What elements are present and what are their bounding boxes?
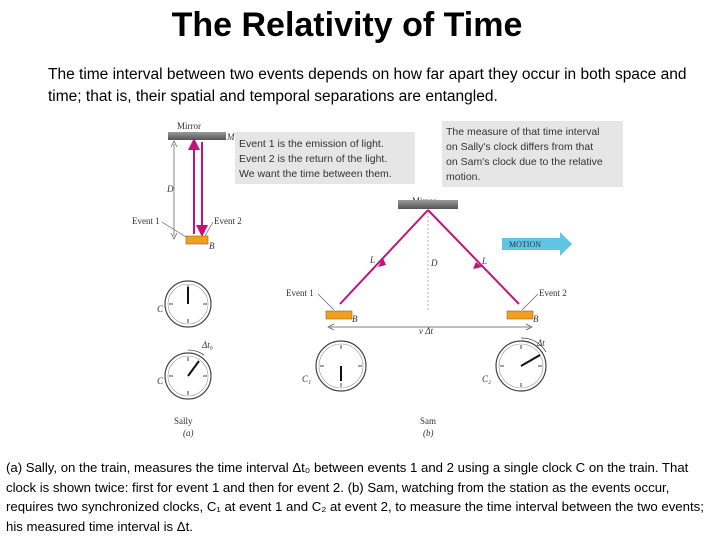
note-box-right (442, 121, 623, 187)
clock-label-a: C (157, 304, 164, 314)
event2-label-b: Event 2 (539, 288, 567, 298)
light-path-up (340, 210, 428, 304)
panel-label-b: (b) (423, 428, 434, 438)
clock2-label: C₂ (482, 374, 492, 384)
note-right-text: The measure of that time interval on Sally's clock differs from that on Sam's clock due to the relative motion. (446, 126, 603, 183)
sally-frame (132, 121, 242, 438)
source-letter-b-left: B (352, 314, 358, 324)
clock1-label: C₁ (302, 374, 312, 384)
sally-clock-event2 (165, 350, 211, 399)
light-source-a (186, 236, 208, 244)
time-dilation-diagram (120, 114, 640, 444)
event1-label-b: Event 1 (286, 288, 314, 298)
sam-frame (286, 196, 572, 438)
sally-clock-event1 (165, 281, 211, 327)
figure-caption: (a) Sally, on the train, measures the time interval Δt₀ between events 1 and 2 using a single clock C on the train. That clock is shown twice: first for event 1 and then for event 2. (b) Sam, watching from the station as the events occur, requires two synchronized clocks, C₁ at event 1 and C₂ at event 2, to measure the time interval between the two events; his measured time interval is Δt. (6, 460, 704, 534)
event1-label-a: Event 1 (132, 216, 160, 226)
source-letter-a: B (209, 241, 215, 251)
event2-label-a: Event 2 (214, 216, 242, 226)
light-source-b-right (507, 311, 533, 319)
path-label-left: L (370, 255, 376, 265)
person-label-sam: Sam (420, 416, 437, 426)
panel-label-a: (a) (183, 428, 194, 438)
mirror-a (168, 132, 226, 140)
event2-pointer-a (205, 222, 213, 236)
note-left-text: Event 1 is the emission of light. Event 2 is the return of the light. We want the time between them. (239, 138, 392, 180)
displacement-label: v Δt (419, 326, 434, 336)
light-path-down (428, 210, 519, 304)
slide-title: The Relativity of Time (171, 6, 523, 44)
svg-text:MOTION: MOTION (509, 240, 541, 249)
note-box-left (235, 132, 415, 184)
sam-clock-c1 (316, 341, 366, 391)
light-source-b-left (326, 311, 352, 319)
mirror-label-a: Mirror (177, 121, 201, 131)
distance-label-b: D (431, 258, 438, 268)
motion-arrow (502, 232, 572, 256)
interval-label-a: Δt₀ (202, 340, 213, 350)
distance-label-a: D (167, 184, 174, 194)
person-label-sally: Sally (174, 416, 193, 426)
mirror-b (398, 200, 458, 209)
source-letter-b-right: B (533, 314, 539, 324)
path-label-right: L (482, 256, 488, 266)
mirror-letter-a: M (227, 132, 235, 142)
event2-pointer-b (522, 294, 538, 310)
interval-label-b: Δt (537, 338, 545, 348)
intro-paragraph: The time interval between two events depends on how far apart they occur in both space and time; that is, their spatial and temporal separations are entangled. (48, 66, 687, 105)
clock-label-a2: C (157, 376, 164, 386)
event1-pointer-b (318, 294, 334, 310)
